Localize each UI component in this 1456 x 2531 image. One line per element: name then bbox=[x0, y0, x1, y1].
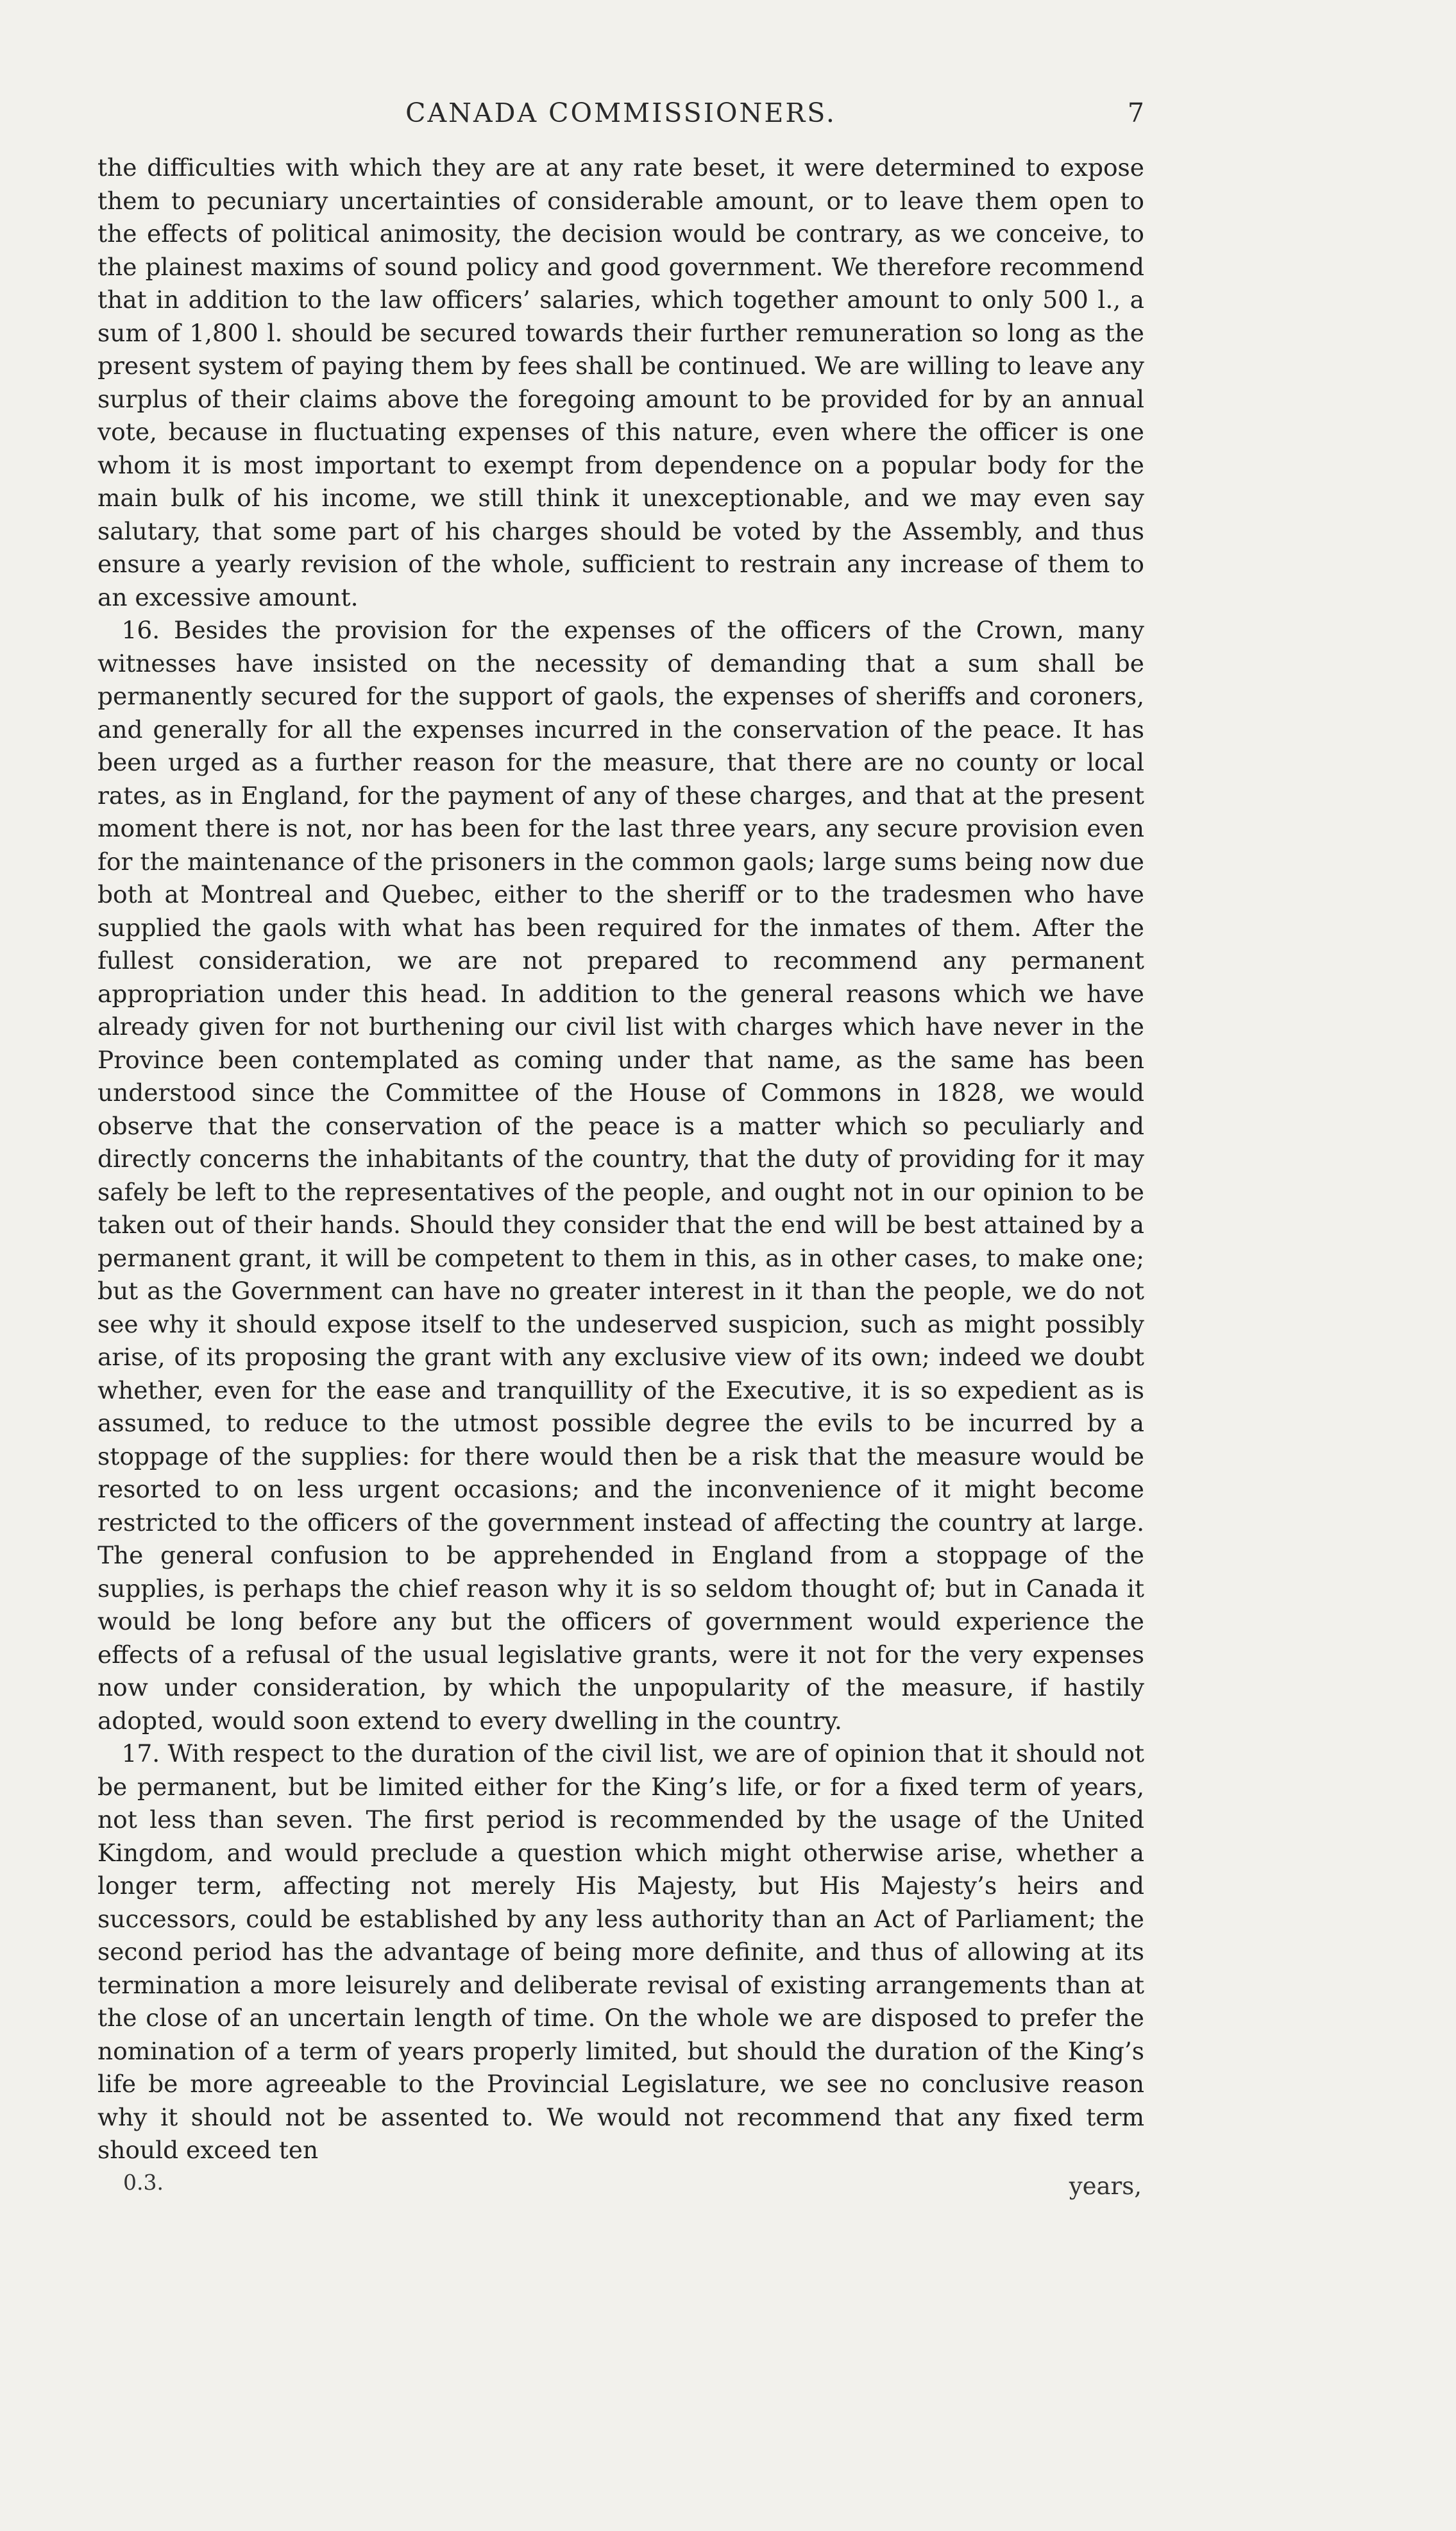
paragraph-text: With respect to the duration of the civil list, we are of opinion that it should not be permanent, but be limited either for the King’s life, or for a fixed term of years, not less than seven. The first period is recommended by the usage of the United Kingdom, and would preclude a question which might otherwise arise, whether a longer term, affecting not merely His Majesty, but His Majesty’s heirs and successors, could be established by any less authority than an Act of Parliament; the second period has the advantage of being more definite, and thus of allowing at its termination a more leisurely and deliberate revisal of existing arrangements than at the close of an uncertain length of time. On the whole we are disposed to prefer the nomination of a term of years properly limited, but should the duration of the King’s life be more agreeable to the Provincial Legislature, we see no conclusive reason why it should not be assented to. We would not recommend that any fixed term should exceed ten bbox=[97, 1739, 1144, 2164]
page-number: 7 bbox=[1127, 98, 1144, 128]
page-header bbox=[97, 90, 1144, 151]
paragraph-16 bbox=[97, 614, 1144, 1737]
body-text bbox=[97, 151, 1144, 2167]
paragraph-text: Besides the provision for the expenses of the officers of the Crown, many witnesses have insisted on the necessity of demanding that a sum shall be permanently secured for the support of gaols, the expenses of sheriffs and coroners, and generally for all the expenses incurred in the conservation of the peace. It has been urged as a further reason for the measure, that there are no county or local rates, as in England, for the payment of any of these charges, and that at the present moment there is not, nor has been for the last three years, any secure provision even for the maintenance of the prisoners in the common gaols; large sums being now due both at Montreal and Quebec, either to the sheriff or to the tradesmen who have supplied the gaols with what has been required for the inmates of them. After the fullest consideration, we are not prepared to recommend any permanent appropriation under this head. In addition to the general reasons which we have already given for not burthening our civil list with charges which have never in the Province been contemplated as coming under that name, as the same has been understood since the Committee of the House of Commons in 1828, we would observe that the conservation of the peace is a matter which so peculiarly and directly concerns the inhabitants of the country, that the duty of providing for it may safely be left to the representatives of the people, and ought not in our opinion to be taken out of their hands. Should they consider that the end will be best attained by a permanent grant, it will be competent to them in this, as in other cases, to make one; but as the Government can have no greater interest in it than the people, we do not see why it should expose itself to the undeserved suspicion, such as might possibly arise, of its proposing the grant with any exclusive view of its own; indeed we doubt whether, even for the ease and tranquillity of the Executive, it is so expedient as is assumed, to reduce to the utmost possible degree the evils to be incurred by a stoppage of the supplies: for there would then be a risk that the measure would be resorted to on less urgent occasions; and the inconvenience of it might become restricted to the officers of the government instead of affecting the country at large. The general confusion to be apprehended in England from a stoppage of the supplies, is perhaps the chief reason why it is so seldom thought of; but in Canada it would be long before any but the officers of government would experience the effects of a refusal of the usual legislative grants, were it not for the very expenses now under consideration, by which the unpopularity of the measure, if hastily adopted, would soon extend to every dwelling in the country. bbox=[97, 616, 1144, 1735]
page-footer bbox=[97, 2170, 1144, 2208]
paragraph-text: the difficulties with which they are at any rate beset, it were determined to expose them to pecuniary uncertainties of considerable amount, or to leave them open to the effects of political animosity, the decision would be contrary, as we conceive, to the plainest maxims of sound policy and good government. We therefore recommend that in addition to the law officers’ salaries, which together amount to only 500 l., a sum of 1,800 l. should be secured towards their further remuneration so long as the present system of paying them by fees shall be continued. We are willing to leave any surplus of their claims above the foregoing amount to be provided for by an annual vote, because in fluctuating expenses of this nature, even where the officer is one whom it is most important to exempt from dependence on a popular body for the main bulk of his income, we still think it unexceptionable, and we may even say salutary, that some part of his charges should be voted by the Assembly, and thus ensure a yearly revision of the whole, sufficient to restrain any increase of them to an excessive amount. bbox=[97, 153, 1144, 611]
paragraph-number: 17. bbox=[121, 1739, 160, 1768]
paragraph-continuation bbox=[97, 151, 1144, 614]
paragraph-number: 16. bbox=[121, 616, 160, 644]
signature-mark: 0.3. bbox=[123, 2169, 164, 2195]
running-title: CANADA COMMISSIONERS. bbox=[405, 98, 836, 128]
document-page bbox=[97, 90, 1144, 2476]
catchword: years, bbox=[1069, 2172, 1142, 2200]
paragraph-17 bbox=[97, 1737, 1144, 2167]
